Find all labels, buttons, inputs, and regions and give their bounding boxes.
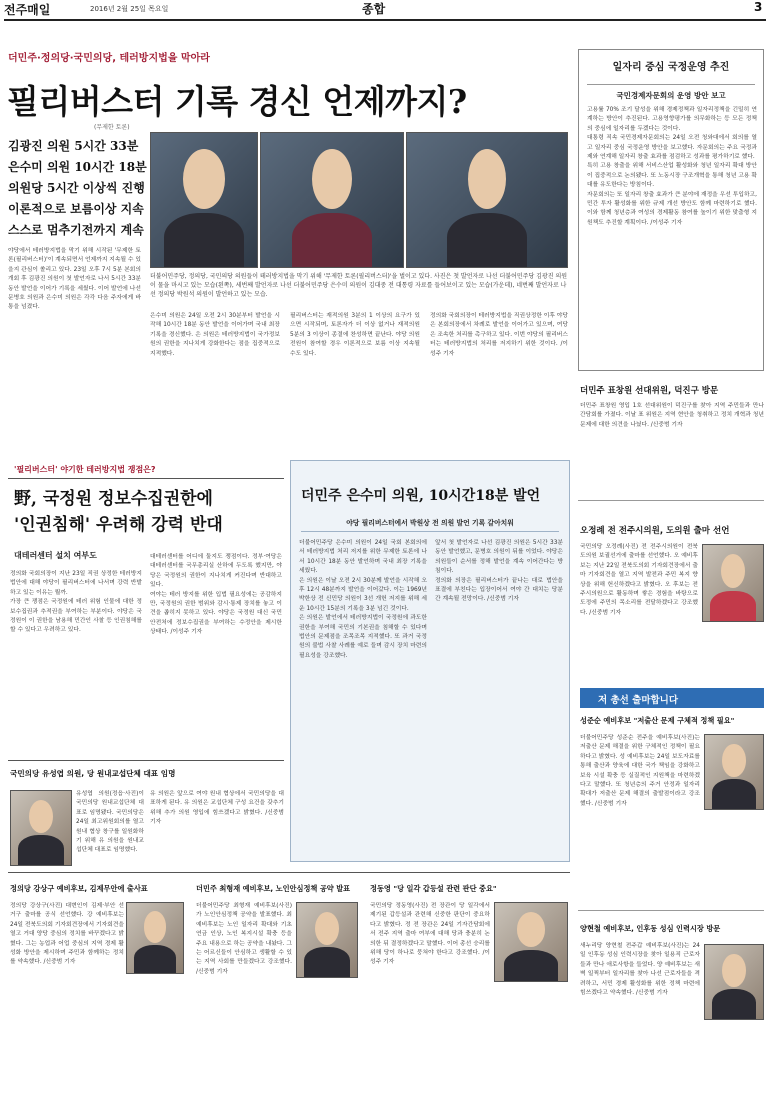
middle-right-subhead: 야당 필리버스터에서 박원상 전 의원 발언 기록 갈아치워: [346, 519, 514, 527]
lead-sub-note: (무제한 토론): [94, 124, 130, 131]
issue-date: 2016년 2월 25일 목요일: [90, 5, 169, 13]
bottom-3-title: 정동영 "당 일각 갑등설 관련 판단 중요": [370, 884, 497, 893]
candidate-2-body: 새누리당 양현철 전주갑 예비후보(사진)는 24일 인후동 성심 인력시장을 찾아 일용직 근로자들과 만나 애로사항을 들었다. 양 예비후보는 새벽 일찍부터 일자리를 찾아 나선 근로자들을 격려하고, 서민 경제 활성화를 위한 정책 마련에 힘쓰겠다고 약속했다. /신중범 기자: [580, 943, 700, 997]
middle-left-body-col1: 정의화 국회의장이 지난 23일 직권 상정한 테러방지법안에 대해 야당이 필리버스터에 나서며 강력 반발하고 있는 이유는 뭘까. 가장 큰 쟁점은 국정원에 테러 위험 인물에 대한 정보수집권과 추적권을 부여하는 부분이다. 야당은 국정원이 이 권한을 남용해 민간인 사찰 등 인권침해를 할 수 있다고 우려하고 있다.: [10, 571, 142, 634]
candidate-1-body: 더불어민주당 성준순 전주을 예비후보(사진)는 저출산 문제 해결을 위한 구체적인 정책이 필요하다고 밝혔다. 성 예비후보는 24일 보도자료를 통해 출산과 양육에 대한 국가 책임을 강화하고 보육 시설 확충 등 실질적인 지원책을 마련하겠다고 말했다. 또 청년층의 주거 안정과 일자리 확대가 저출산 문제 해결의 출발점이라고 강조했다. /신중범 기자: [580, 735, 700, 807]
newspaper-logo: 전주매일: [4, 3, 51, 17]
lead-decks: [8, 136, 148, 241]
lead-body-col4: 정의화 국회의장이 테러방지법을 직권상정한 이후 야당은 본회의장에서 차례로 발언을 이어가고 있으며, 여당은 조속한 처리를 촉구하고 있다. 이번 야당의 필리버스터는 테러방지법의 처리를 저지하기 위한 것이다. /이성주 기자: [430, 313, 568, 357]
deck-line: 스스로 멈추기전까지 계속: [8, 223, 144, 237]
lead-photo-eun: [260, 132, 404, 268]
chung-dongyoung-photo: [494, 902, 568, 982]
brief-2-body: 국민의당 오정례(사진) 전 전주시의원이 전북도의원 보궐선거에 출마를 선언했다. 오 예비후보는 지난 22일 전북도의회 기자회견장에서 출마 기자회견을 열고 지역 발전과 주민 복지 향상을 위해 헌신하겠다고 밝혔다. 오 후보는 전주시의원으로 활동하며 쌓은 경험을 바탕으로 도정에 주민의 목소리를 전달하겠다고 강조했다. /신중범 기자: [580, 544, 698, 616]
middle-right-body-col1: 더불어민주당 은수미 의원이 24일 국회 본회의에서 테러방지법 처리 저지를 위한 무제한 토론에 나서 10시간 18분 동안 발언하며 국내 최장 기록을 세웠다. 은 의원은 이날 오전 2시 30분께 발언을 시작해 오후 12시 48분까지 발언을 이어갔다. 이는 1969년 박한상 전 신민당 의원이 3선 개헌 저지를 위해 세운 10시간 15분의 기록을 3분 넘긴 것이다. 은 의원은 발언에서 테러방지법이 국정원에 과도한 권한을 부여해 국민의 기본권을 침해할 수 있다며 법안의 문제점을 조목조목 지적했다. 또 과거 국정원의 불법 사찰 사례를 예로 들며 감시 장치 마련의 필요성을 강조했다.: [299, 540, 427, 659]
brief-2-title: 오정례 전 전주시의원, 도의원 출마 선언: [580, 526, 730, 536]
lead-body-col2: 은수미 의원은 24일 오전 2시 30분부터 발언을 시작해 10시간 18분 동안 발언을 이어가며 국내 최장 기록을 경신했다. 은 의원은 테러방지법이 국가정보원의 권한을 지나치게 강화한다는 점을 집중적으로 지적했다.: [150, 313, 280, 357]
sidebar-top-body: 고용률 70% 조기 달성을 위해 경제정책과 일자리정책을 긴밀히 연계하는 방안이 추진된다. 고용영향평가를 의무화하는 등 모든 정책의 중심에 일자리를 두겠다는 것이다. 대통령 직속 국민경제자문회의는 24일 오전 청와대에서 회의를 열고 일자리 중심 국정운영 방안을 보고했다. 자문회의는 주요 국정과제와 연계해 일자리 창출 효과를 점검하고 성과를 평가하기로 했다. 특히 고용 창출을 위해 서비스산업 활성화와 청년 일자리 확대 방안이 집중적으로 논의됐다. 또 노동시장 구조개혁을 통해 청년 고용 확대를 유도한다는 방침이다. 자문회의는 또 일자리 창출 효과가 큰 분야에 재정을 우선 투입하고, 민간 투자 활성화를 위한 규제 개선 방안도 함께 마련하기로 했다. 이와 함께 청년층과 여성의 경제활동 참여를 높이기 위한 맞춤형 지원책도 추진할 계획이다. /이성주 기자: [587, 107, 757, 226]
middle-left-body-col2: 대테러센터를 어디에 둘지도 쟁점이다. 정부·여당은 대테러센터를 국무총리실 산하에 두도록 했지만, 야당은 국정원의 권한이 지나치게 커진다며 반대하고 있다. 여야는 테러 방지를 위한 입법 필요성에는 공감하지만, 국정원의 권한 범위와 감시·통제 장치를 놓고 이견을 좁히지 못하고 있다. 야당은 국정원 대신 국민안전처에 정보수집권을 부여하는 수정안을 제시한 상태다. /이성주 기자: [150, 554, 282, 636]
candidate-2-title: 양현철 예비후보, 인후동 성심 인력시장 방문: [580, 924, 721, 933]
bottom-1-title: 정의당 강상구 예비후보, 김제무안에 출사표: [10, 884, 148, 893]
middle-right-body-col2: 앞서 첫 발언자로 나선 김광진 의원은 5시간 33분 동안 발언했고, 문병호 의원이 뒤를 이었다. 야당은 의원들이 순서를 정해 발언을 계속 이어간다는 방침이다. 정의화 의장은 필리버스터가 끝나는 대로 법안을 표결에 부친다는 입장이어서 여야 간 대치는 당분간 계속될 전망이다. /신중범 기자: [435, 540, 563, 603]
bottom-2-title: 더민주 최형재 예비후보, 노인안심정책 공약 발표: [196, 884, 351, 893]
lead-photo-caption: 더불어민주당, 정의당, 국민의당 의원들이 테러방지법을 막기 위해 '무제한 토론(필리버스터)'을 벌이고 있다. 사진은 첫 발언자로 나선 더불어민주당 김광진 의원이 물을 마시고 있는 모습(왼쪽), 세번째 발언자로 나선 더불어민주당 은수미 의원이 김대중 전 대통령 자료를 들어보이고 있는 모습(가운데), 네번째 발언자로 나선 정의당 박원석 의원이 발언하고 있는 모습.: [150, 273, 568, 298]
sidebar-top-subtitle: 국민경제자문회의 운영 방안 보고: [616, 91, 726, 100]
deck-line: 이론적으로 보름이상 지속: [8, 202, 144, 216]
masthead: [0, 0, 770, 18]
deck-line: 의원당 5시간 이상씩 진행: [8, 181, 145, 195]
sidebar-top-title: 일자리 중심 국정운영 추진: [612, 62, 730, 73]
ppp-body-col1: 유성엽 의원(정읍·사진)이 국민의당 원내교섭단체 대표로 임명됐다. 국민의당은 24일 최고위원회의를 열고 원내 협상 창구를 일원화하기 위해 유 의원을 원내교섭단체 대표로 임명했다.: [76, 791, 144, 854]
middle-left-subhead: 대테러센터 설치 여부도: [14, 551, 97, 560]
middle-right-headline: 더민주 은수미 의원, 10시간18분 발언: [301, 488, 541, 504]
ppp-body-col2: 유 의원은 앞으로 여야 원내 협상에서 국민의당을 대표하게 된다. 유 의원은 교섭단체 구성 요건을 갖추기 위해 추가 의원 영입에 힘쓰겠다고 밝혔다. /신중범 기자: [150, 791, 284, 826]
brief-1-body: 더민주 표창원 영입 1호 선대위원이 덕진구를 찾아 지역 주민들과 만나 간담회를 가졌다. 이날 표 위원은 지역 현안을 청취하고 정치 개혁과 청년 문제에 대한 의견을 나눴다. /신중범 기자: [580, 403, 764, 428]
deck-line: 은수미 의원 10시간 18분: [8, 160, 147, 174]
lead-headline: 필리버스터 기록 경신 언제까지?: [7, 82, 467, 121]
candidate-1-title: 성준순 예비후보 "저출산 문제 구체적 정책 필요": [580, 716, 735, 725]
choi-hyungjae-photo: [296, 902, 358, 978]
bottom-2-body: 더불어민주당 최형재 예비후보(사진)가 노인안심정책 공약을 발표했다. 최 예비후보는 노인 일자리 확대와 기초연금 인상, 노인 복지시설 확충 등을 주요 내용으로 하는 공약을 내놨다. 그는 어르신들이 안심하고 생활할 수 있는 지역 사회를 만들겠다고 강조했다. /신중범 기자: [196, 903, 292, 975]
lead-kicker: 더민주·정의당·국민의당, 테러방지법을 막아라: [8, 53, 210, 64]
kang-sanggu-photo: [126, 902, 184, 974]
oh-jeongrye-photo: [702, 544, 764, 622]
lead-body-col3: 필리버스터는 재적의원 3분의 1 이상의 요구가 있으면 시작되며, 토론자가 더 이상 없거나 재적의원 5분의 3 이상이 종결에 찬성하면 끝난다. 야당 의원 전원이 참여할 경우 이론적으로 보름 이상 지속될 수도 있다.: [290, 313, 420, 357]
middle-left-kicker: '필리버스터' 야기한 테러방지법 쟁점은?: [14, 465, 156, 474]
middle-left-headline-1: 野, 국정원 정보수집권한에: [14, 489, 213, 509]
lead-photo-park: [406, 132, 568, 268]
yoo-sungyeop-photo: [10, 790, 72, 866]
middle-right-box: [290, 460, 570, 862]
bottom-3-body: 국민의당 정동영(사진) 전 장관이 당 일각에서 제기된 갑등설과 관련해 신중한 판단이 중요하다고 밝혔다. 정 전 장관은 24일 기자간담회에서 전주 지역 출마 여부에 대해 당과 충분히 논의한 뒤 결정하겠다고 말했다. 이어 총선 승리를 위해 당이 하나로 뭉쳐야 한다고 강조했다. /이성주 기자: [370, 903, 490, 966]
candidate-banner: [580, 688, 764, 708]
deck-line: 김광진 의원 5시간 33분: [8, 139, 139, 153]
sidebar-top-box: [578, 49, 764, 371]
sung-junsun-photo: [704, 734, 764, 810]
candidate-banner-label: 저 총선 출마합니다: [598, 695, 679, 706]
masthead-rule: [4, 19, 766, 21]
ppp-title: 국민의당 유성엽 의원, 당 원내교섭단체 대표 임명: [10, 769, 176, 778]
page-number: 3: [754, 0, 763, 14]
yang-hyeoncheol-photo: [704, 944, 764, 1020]
bottom-1-body: 정의당 강상구(사진) 대변인이 김제·부안 선거구 출마를 공식 선언했다. 강 예비후보는 24일 전북도의회 기자회견장에서 기자회견을 열고 거대 양당 중심의 정치를 바꾸겠다고 밝혔다. 그는 농업과 어업 중심의 지역 경제 활성화 방안을 제시하며 주민과 함께하는 정치를 약속했다. /신중범 기자: [10, 903, 124, 966]
middle-left-headline-2: '인권침해' 우려해 강력 반대: [14, 515, 223, 535]
lead-body-col1: 야당에서 테러방지법을 막기 위해 시작된 '무제한 토론(필리버스터)'이 계속되면서 언제까지 지속될 수 있을지 관심이 쏠리고 있다. 23일 오후 7시 5분 본회의 개회 후 김광진 의원이 첫 발언자로 나서 5시간 33분 동안 발언을 이어가 기록을 세웠다. 이어 발언에 나선 문병호 의원과 은수미 의원은 각각 다음 주자에게 바통을 넘겼다.: [8, 248, 141, 311]
lead-photo-kim: [150, 132, 258, 268]
brief-1-title: 더민주 표창원 선대위원, 덕진구 방문: [580, 386, 719, 396]
section-name: 종합: [362, 2, 386, 16]
